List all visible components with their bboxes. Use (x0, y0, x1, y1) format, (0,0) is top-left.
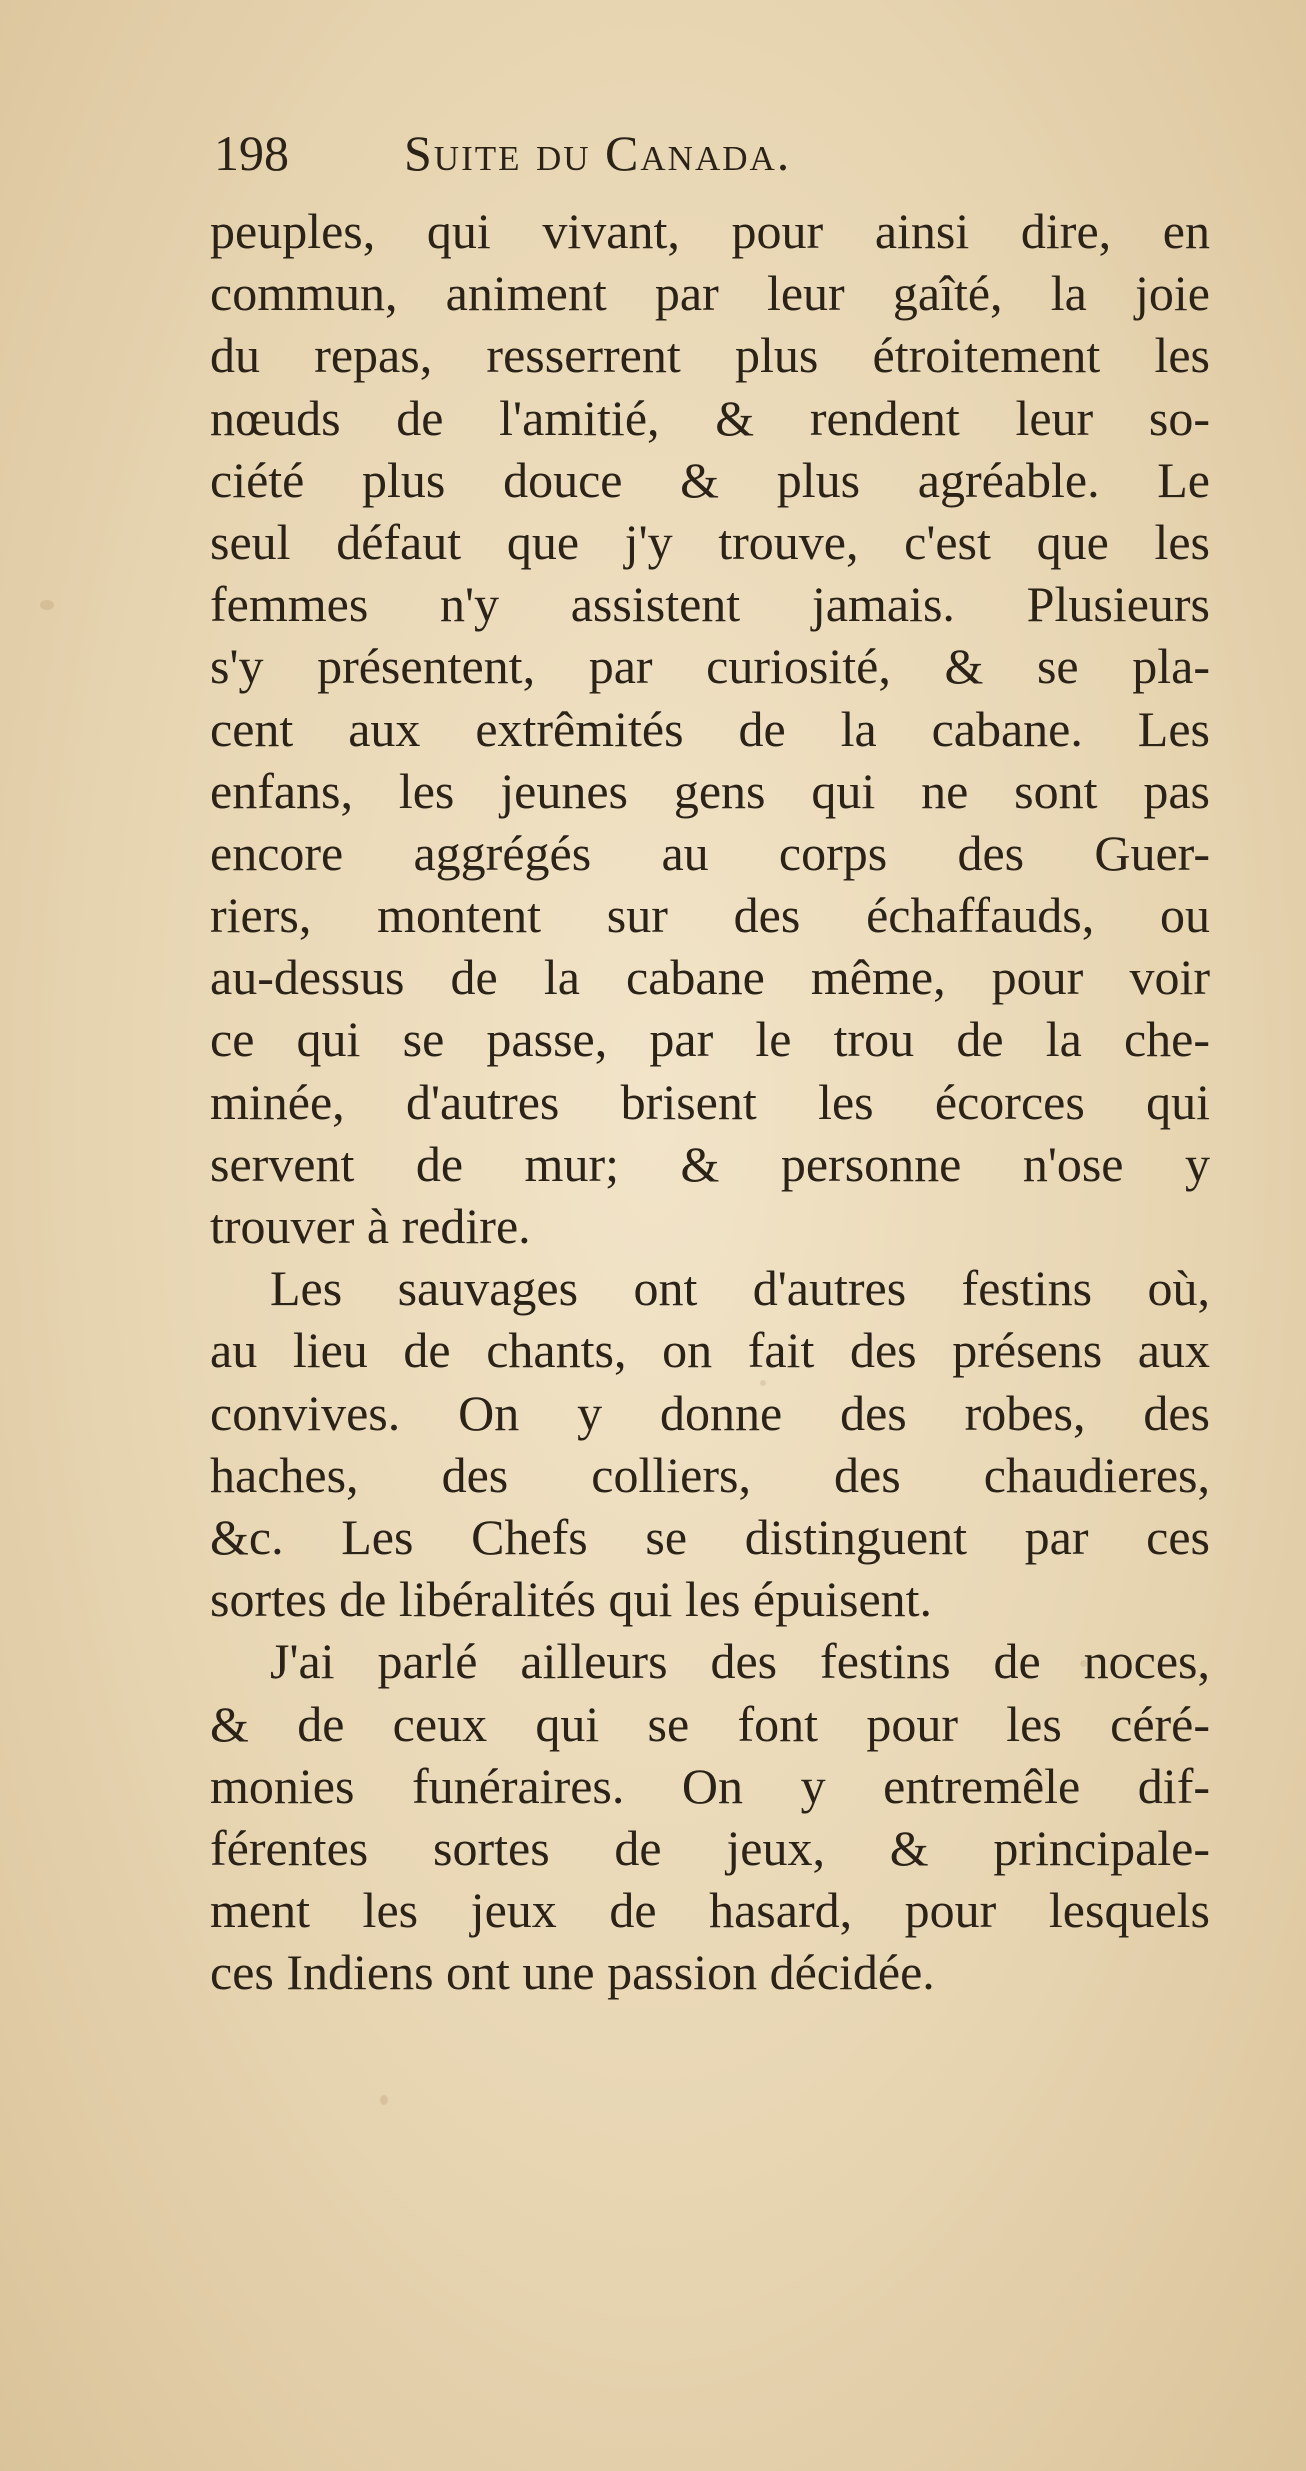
text-line: sortes de libéralités qui les épuisent. (210, 1571, 933, 1628)
text-line: au lieu de chants, on fait des présens aux (210, 1322, 1210, 1379)
text-line: encore aggrégés au corps des Guer- (210, 824, 1210, 881)
text-line: trouver à redire. (210, 1198, 531, 1254)
text-line: ment les jeux de hasard, pour lesquels (210, 1882, 1210, 1939)
running-title: Suite du Canada. (404, 125, 792, 181)
paper-spot (380, 2095, 388, 2105)
text-line: haches, des colliers, des chaudieres, (210, 1446, 1210, 1503)
page-number: 198 (214, 125, 289, 181)
text-line: nœuds de l'amitié, & rendent leur so- (210, 389, 1210, 446)
text-line: enfans, les jeunes gens qui ne sont pas (210, 762, 1210, 819)
text-line: femmes n'y assistent jamais. Plusieurs (210, 576, 1210, 633)
text-line: ciété plus douce & plus agréable. Le (210, 451, 1210, 508)
text-line: du repas, resserrent plus étroitement les (210, 327, 1210, 384)
text-line: férentes sortes de jeux, & principale- (210, 1819, 1210, 1876)
text-line: convives. On y donne des robes, des (210, 1384, 1210, 1441)
text-line: riers, montent sur des échaffauds, ou (210, 887, 1210, 944)
text-line: cent aux extrêmités de la cabane. Les (210, 700, 1210, 757)
text-line: ce qui se passe, par le trou de la che- (210, 1011, 1210, 1068)
text-line: J'ai parlé ailleurs des festins de noces, (270, 1633, 1210, 1690)
text-line: Les sauvages ont d'autres festins où, (270, 1260, 1210, 1317)
text-line: commun, animent par leur gaîté, la joie (210, 265, 1210, 322)
text-line: ces Indiens ont une passion décidée. (210, 1944, 935, 2001)
text-line: peuples, qui vivant, pour ainsi dire, en (210, 203, 1210, 259)
page-header (214, 118, 1114, 188)
body-text (210, 200, 1210, 2003)
text-line: minée, d'autres brisent les écorces qui (210, 1073, 1210, 1130)
text-line: s'y présentent, par curiosité, & se pla- (210, 638, 1210, 695)
paper-spot (40, 600, 54, 610)
text-line: servent de mur; & personne n'ose y (210, 1135, 1210, 1192)
text-line: au-dessus de la cabane même, pour voir (210, 949, 1210, 1006)
text-line: & de ceux qui se font pour les céré- (210, 1695, 1210, 1752)
text-line: &c. Les Chefs se distinguent par ces (210, 1508, 1210, 1565)
text-line: monies funéraires. On y entremêle dif- (210, 1757, 1210, 1814)
text-line: seul défaut que j'y trouve, c'est que les (210, 513, 1210, 570)
